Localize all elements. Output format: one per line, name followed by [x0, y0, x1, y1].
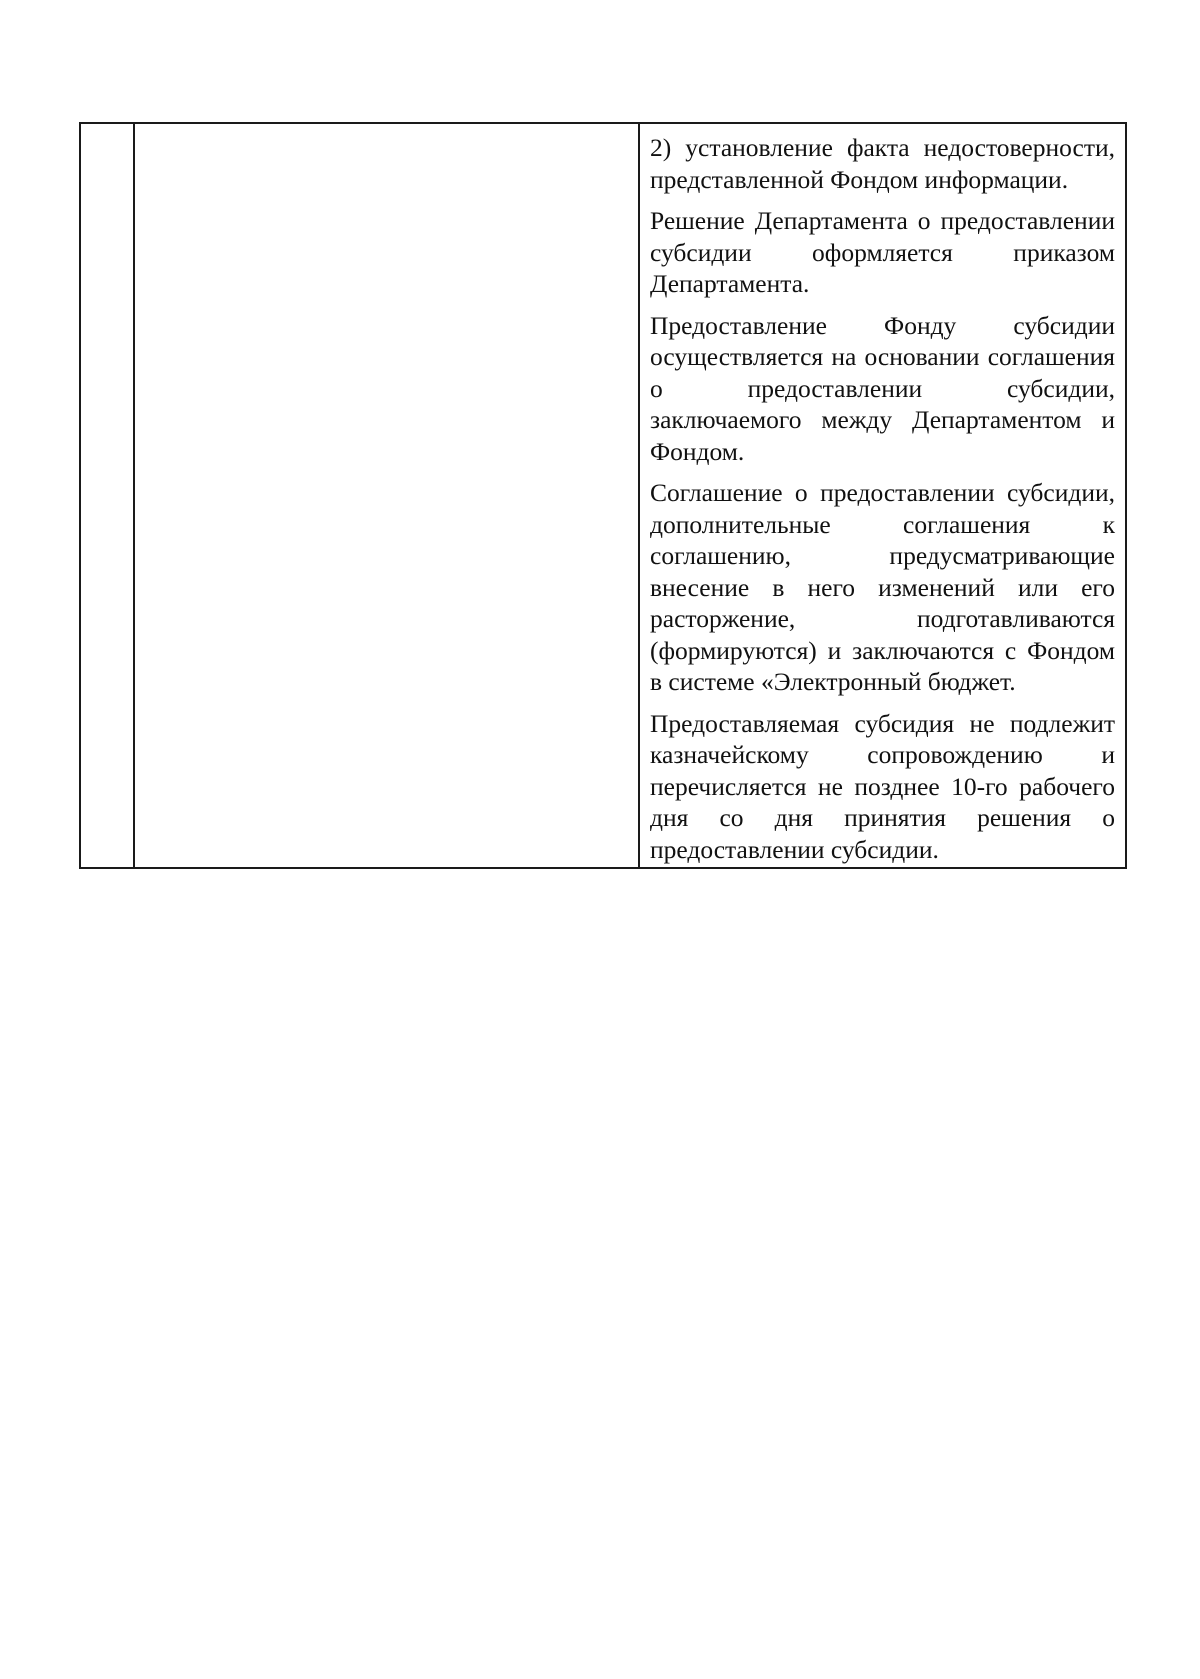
table-cell-number: [80, 123, 134, 868]
paragraph-agreement-basis: Предоставление Фонду субсидии осуществляется на основании соглашения о предоставлении субсидии, заключаемого между Департаментом и Фондом.: [650, 310, 1115, 466]
table-cell-text: [639, 123, 1126, 868]
paragraph-electronic-budget: Соглашение о предоставлении субсидии, дополнительные соглашения к соглашению, предусматривающие внесение в него изменений или его расторжение, подготавливаются (формируются) и заключаются с Фондом в системе «Электронный бюджет.: [650, 478, 1115, 696]
table-row: [80, 123, 1126, 868]
paragraph-transfer-deadline: Предоставляемая субсидия не подлежит казначейскому сопровождению и перечисляется не позднее 10-го рабочего дня со дня принятия решения о предоставлении субсидии.: [650, 708, 1115, 864]
table-cell-name: [134, 123, 639, 868]
paragraph-decision-order: Решение Департамента о предоставлении субсидии оформляется приказом Департамента.: [650, 206, 1115, 298]
paragraph-grounds-item-2: 2) установление факта недостоверности, представленной Фондом информации.: [650, 133, 1115, 194]
cell-text-content: [640, 124, 1125, 867]
document-table: [79, 122, 1127, 869]
